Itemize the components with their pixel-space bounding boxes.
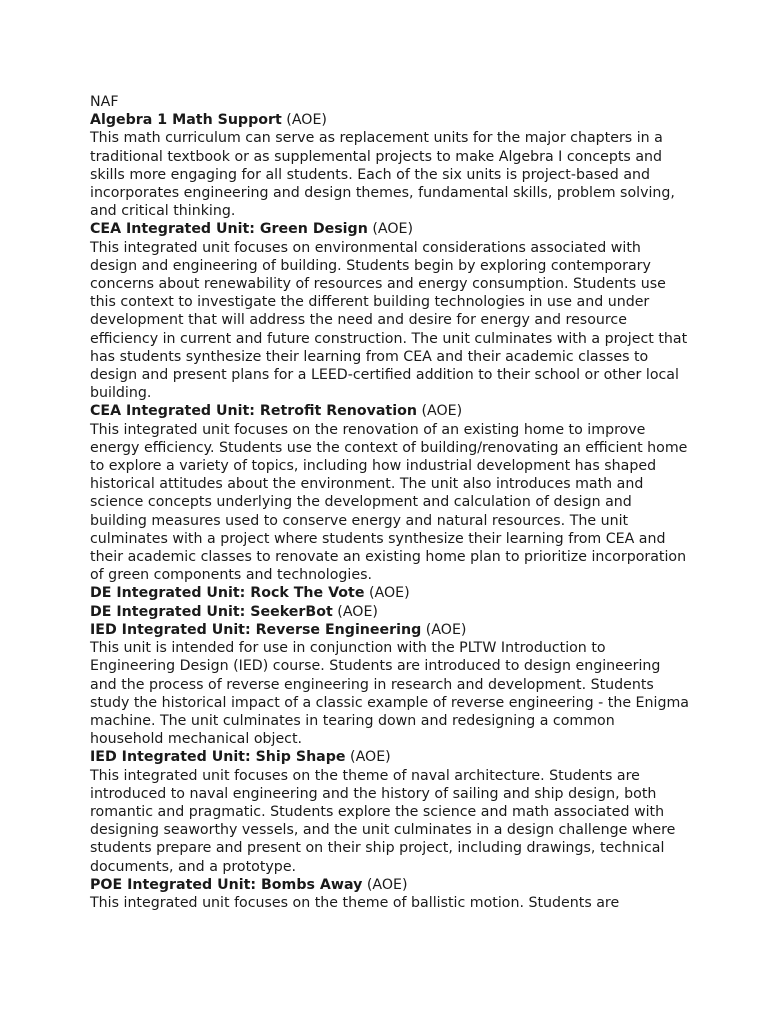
entry-title-name: Algebra 1 Math Support: [90, 112, 282, 129]
entry-description: This integrated unit focuses on the renovation of an existing home to improve energy efficiency. Students use the context of building/renovating an efficient home to explore a variety of topics, including how industrial development has shaped historical attitudes about the environment. The unit also introduces math and science concepts underlying the development and calculation of design and building measures used to conserve energy and natural resources. The unit culminates with a project where students synthesize their learning from CEA and their academic classes to renovate an existing home plan to prioritize incorporation of green components and technologies.: [90, 421, 688, 584]
entry-title: [90, 402, 690, 420]
entry-cea-green-design: [90, 220, 690, 402]
entry-title: [90, 111, 690, 129]
entry-de-rock-the-vote: [90, 584, 690, 602]
entry-tag: (AOE): [421, 403, 463, 420]
entry-title: [90, 621, 690, 639]
entry-title: [90, 584, 690, 602]
entry-ied-ship-shape: [90, 748, 690, 875]
entry-title-name: IED Integrated Unit: Ship Shape: [90, 749, 346, 766]
entry-description: This integrated unit focuses on environmental considerations associated with design and engineering of building. Students begin by exploring contemporary concerns about renewability of resources and energy consumption. Students use this context to investigate the different building technologies in use and under development that will address the need and desire for energy and resource efficiency in current and future construction. The unit culminates with a project that has students synthesize their learning from CEA and their academic classes to design and present plans for a LEED-certified addition to their school or other local building.: [90, 239, 688, 402]
entry-tag: (AOE): [372, 221, 413, 238]
entry-tag: (AOE): [337, 603, 378, 620]
entry-title-name: DE Integrated Unit: SeekerBot: [90, 603, 333, 620]
entry-description: This integrated unit focuses on the theme of ballistic motion. Students are: [90, 894, 620, 911]
entry-description: This integrated unit focuses on the theme of naval architecture. Students are introduced to naval engineering and the history of sailing and ship design, both romantic and pragmatic. Students explore the science and math associated with designing seaworthy vessels, and the unit culminates in a design challenge where students prepare and present on their ship project, including drawings, technical documents, and a prototype.: [90, 767, 676, 875]
entry-tag: (AOE): [368, 585, 410, 602]
entry-cea-retrofit-renovation: [90, 402, 690, 584]
entry-title-name: IED Integrated Unit: Reverse Engineering: [90, 621, 422, 638]
entry-title-name: CEA Integrated Unit: Green Design: [90, 221, 368, 238]
entry-ied-reverse-engineering: [90, 621, 690, 748]
entry-algebra-1-math-support: [90, 111, 690, 220]
entry-title-name: DE Integrated Unit: Rock The Vote: [90, 585, 365, 602]
entry-title: [90, 748, 690, 766]
entry-title: [90, 603, 690, 621]
entry-poe-bombs-away: [90, 876, 690, 912]
entry-tag: (AOE): [350, 749, 391, 766]
entry-tag: (AOE): [366, 876, 408, 893]
document-body: [90, 93, 690, 912]
entry-description: This math curriculum can serve as replacement units for the major chapters in a traditional textbook or as supplemental projects to make Algebra I concepts and skills more engaging for all students. Each of the six units is project-based and incorporates engineering and design themes, fundamental skills, problem solving, and critical thinking.: [90, 130, 675, 220]
entry-de-seekerbot: [90, 603, 690, 621]
entry-title: [90, 876, 690, 894]
document-header: NAF: [90, 94, 119, 110]
entry-tag: (AOE): [425, 621, 467, 638]
entry-description: This unit is intended for use in conjunction with the PLTW Introduction to Engineering Design (IED) course. Students are introduced to design engineering and the process of reverse engineering in research and development. Students study the historical impact of a classic example of reverse engineering - the Enigma machine. The unit culminates in tearing down and redesigning a common household mechanical object.: [90, 640, 689, 748]
entry-title-name: CEA Integrated Unit: Retrofit Renovation: [90, 403, 417, 420]
entry-title: [90, 220, 690, 238]
entry-tag: (AOE): [286, 112, 327, 129]
entry-title-name: POE Integrated Unit: Bombs Away: [90, 876, 363, 893]
